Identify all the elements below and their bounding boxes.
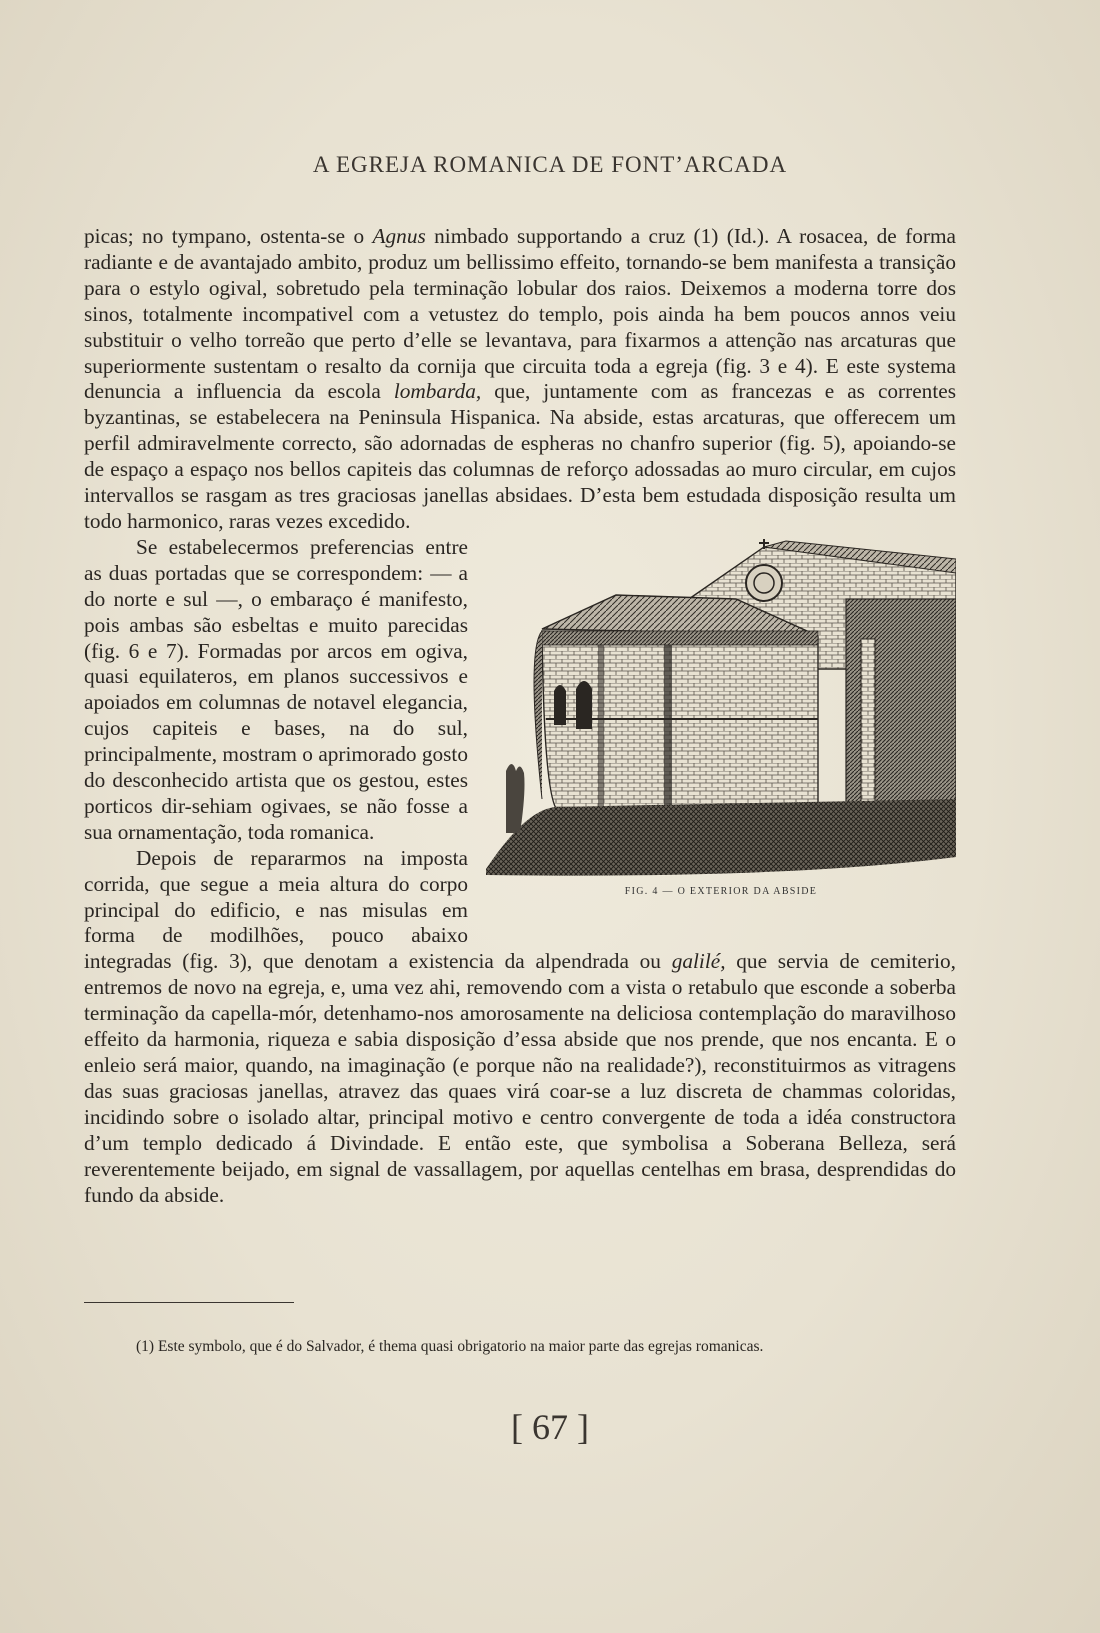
figure-caption: FIG. 4 — O EXTERIOR DA ABSIDE: [624, 885, 818, 897]
running-title: A EGREJA ROMANICA DE FONT’ARCADA: [312, 152, 788, 177]
paragraph-1-emphasis-lombarda: lombarda,: [393, 379, 482, 404]
paragraph-3-text-a: Depois de repararmos na imposta corrida, que segue a meia altura do corpo principal do edificio, e nas misulas em forma de modilhões, pouco abaixo integradas (fig. 3), que denotam a existencia da alpendrada ou: [84, 845, 672, 974]
folio-bracket-close: ]: [577, 1407, 589, 1447]
folio-number: 67: [532, 1407, 568, 1447]
paragraph-1-text-a: picas; no tympano, ostenta-se o: [84, 224, 373, 248]
figure-4: [486, 539, 956, 939]
footnote-divider: [84, 1302, 294, 1303]
paragraph-1: [84, 224, 956, 535]
body-text: [84, 224, 956, 1208]
footnote: (1) Este symbolo, que é do Salvador, é thema quasi obrigatorio na maior parte das egrejas romanicas.: [136, 1338, 764, 1355]
folio-bracket-open: [: [511, 1407, 523, 1447]
page-number: [0, 1406, 1100, 1448]
paragraph-2: Se estabelecermos preferencias entre as duas portadas que se correspondem: — a do norte e sul —, o embaraço é manifesto, pois ambas são esbeltas e muito parecidas (fig. 6 e 7). Formadas por arcos em ogiva, quasi equilateros, em planos successivos e apoiados em columnas de notavel elegancia, cujos capiteis e bases, na do sul, principalmente, mostram o aprimorado gosto do desconhecido artista que os gestou, estes porticos dir-sehiam ogivaes, se não fosse a sua ornamentação, toda romanica.: [84, 534, 468, 844]
paragraph-1-emphasis-agnus: Agnus: [372, 224, 426, 248]
apse-engraving: [486, 539, 956, 901]
paragraph-1-text-c: que, juntamente com as francezas e as correntes byzantinas, se estabelecera na Peninsula Hispanica. Na abside, estas arcaturas, que offerecem um perfil admiravelmente correcto, são adornadas de espheras no chanfro superior (fig. 5), apoiando-se de espaço a espaço nos bellos capiteis das columnas de reforço adossadas ao muro circular, em cujos intervallos se rasgam as tres graciosas janellas absidaes. D’esta bem estudada disposição resulta um todo harmonico, raras vezes excedido.: [84, 379, 956, 533]
paragraph-3-text-b: que servia de cemiterio, entremos de novo na egreja, e, uma vez ahi, removendo com a vista o retabulo que esconde a soberba terminação da capella-mór, detenhamo-nos amorosamente na deliciosa contemplação do maravilhoso effeito da harmonia, riqueza e sabia disposição d’essa abside que nos prende, que nos encanta. E o enleio será maior, quando, na imaginação (e porque não na realidade?), reconstituirmos as vitragens das suas graciosas janellas, atravez das quaes virá coar-se a luz discreta de chammas coloridas, incidindo sobre o isolado altar, principal motivo e centro convergente de toda a idéa constructora d’um templo dedicado á Divindade. E então este, que symbolisa a Soberana Belleza, será reverentemente beijado, em signal de vassallagem, por aquellas centelhas em brasa, desprendidas do fundo da abside.: [84, 949, 956, 1207]
paragraph-3-emphasis-galile: galilé,: [671, 949, 726, 974]
paragraph-1-text-b: nimbado supportando a cruz (1) (Id.). A rosacea, de forma radiante e de avantajado ambito, produz um bellissimo effeito, tornando-se bem manifesta a transição para o estylo ogival, sobretudo pela terminação lobular dos raios. Deixemos a moderna torre dos sinos, totalmente incompativel com a vetustez do templo, pois ainda ha bem poucos annos veiu substituir o velho torreão que perto d’elle se levantava, para fixarmos a attenção nas arcaturas que superiormente sustentam o resalto da cornija que circuita toda a egreja (fig. 3 e 4). E este systema denuncia a influencia da escola: [84, 224, 956, 404]
